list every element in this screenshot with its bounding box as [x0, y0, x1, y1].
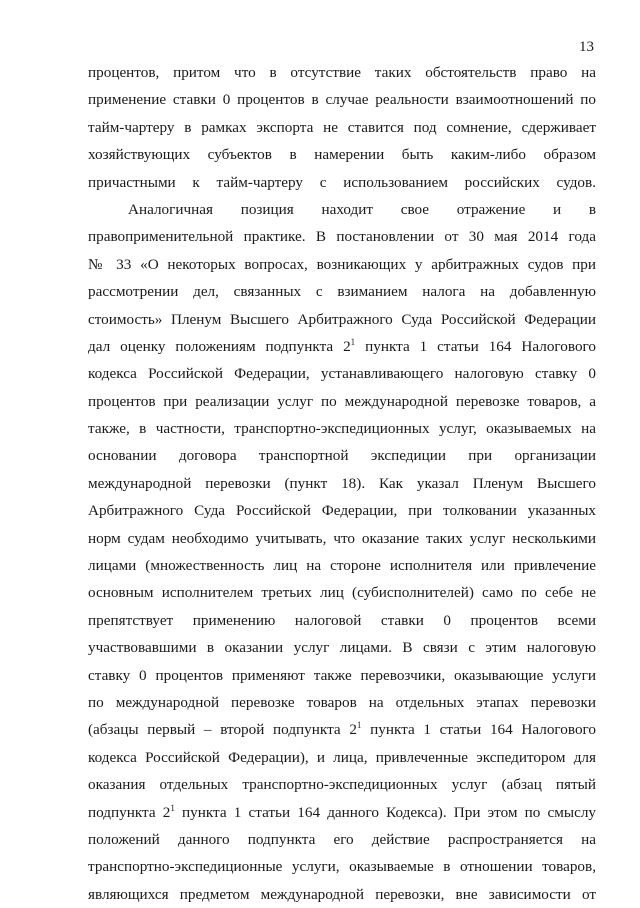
text-segment: подпункта 2 — [88, 803, 171, 821]
text-line — [88, 744, 596, 771]
text-segment: процентов при реализации услуг по международной перевозке товаров, а — [88, 392, 596, 410]
text-line — [88, 223, 596, 250]
superscript: 1 — [350, 336, 356, 347]
text-line — [88, 881, 596, 908]
text-segment: по международной перевозке товаров на отдельных этапах перевозки — [88, 693, 596, 711]
text-segment: норм судам необходимо учитывать, что оказание таких услуг несколькими — [88, 529, 596, 547]
text-segment: оказания отдельных транспортно-экспедиционных услуг (абзац пятый — [88, 776, 596, 794]
text-segment: также, в частности, транспортно-экспедиционных услуг, оказываемых на — [88, 420, 596, 438]
text-segment: основании договора транспортной экспедиции при организации — [88, 447, 596, 465]
text-line — [88, 306, 596, 333]
text-segment: положений данного подпункта его действие распространяется на — [88, 830, 596, 848]
text-segment: дал оценку положениям подпункта 2 — [88, 337, 351, 355]
text-segment: препятствует применению налоговой ставки 0 процентов всеми — [88, 611, 596, 629]
text-segment: Аналогичная позиция находит свое отражение и в — [128, 200, 596, 218]
text-line — [88, 141, 596, 168]
text-line — [88, 634, 596, 661]
text-segment: тайм-чартеру в рамках экспорта не ставится под сомнение, сдерживает — [88, 118, 596, 136]
text-segment: Арбитражного Суда Российской Федерации, при толковании указанных — [88, 502, 596, 520]
text-segment: участвовавшими в оказании услуг лицами. В связи с этим налоговую — [88, 639, 596, 657]
text-line — [88, 689, 596, 716]
text-segment: ставку 0 процентов применяют также перевозчики, оказывающие услуги — [88, 666, 596, 684]
text-segment: процентов, притом что в отсутствие таких обстоятельств право на — [88, 64, 596, 81]
text-segment: транспортно-экспедиционные услуги, оказываемые в отношении товаров, — [88, 858, 596, 876]
text-line — [88, 799, 596, 826]
text-line — [88, 607, 596, 634]
document-body — [88, 59, 596, 908]
text-segment: кодекса Российской Федерации, устанавливающего налоговую ставку 0 — [88, 365, 596, 383]
text-line — [88, 853, 596, 880]
text-segment: хозяйствующих субъектов в намерении быть каким-либо образом — [88, 146, 596, 164]
text-line — [88, 196, 596, 223]
text-segment: пункта 1 статьи 164 Налогового — [361, 721, 596, 739]
text-segment: правоприменительной практике. В постановлении от 30 мая 2014 года — [88, 228, 596, 246]
text-line — [88, 552, 596, 579]
text-line — [88, 579, 596, 606]
text-line — [88, 415, 596, 442]
text-line — [88, 442, 596, 469]
text-line — [88, 525, 596, 552]
text-segment: основным исполнителем третьих лиц (субисполнителей) само по себе не — [88, 584, 596, 602]
text-segment: стоимость» Пленум Высшего Арбитражного Суда Российской Федерации — [88, 310, 596, 328]
text-line — [88, 333, 596, 360]
page-number: 13 — [579, 39, 594, 55]
text-segment: кодекса Российской Федерации), и лица, привлеченные экспедитором для — [88, 748, 596, 766]
text-line — [88, 59, 596, 86]
text-line — [88, 278, 596, 305]
text-segment: пункта 1 статьи 164 данного Кодекса). При этом по смыслу — [174, 803, 596, 821]
text-segment: причастными к тайм-чартеру с использованием российских судов. — [88, 173, 596, 191]
text-line — [88, 251, 596, 278]
text-segment: международной перевозки (пункт 18). Как указал Пленум Высшего — [88, 474, 596, 492]
superscript: 1 — [356, 720, 362, 731]
text-line — [88, 662, 596, 689]
text-line — [88, 388, 596, 415]
text-segment: пункта 1 статьи 164 Налогового — [355, 337, 596, 355]
text-line — [88, 360, 596, 387]
text-line — [88, 771, 596, 798]
text-segment: применение ставки 0 процентов в случае реальности взаимоотношений по — [88, 91, 596, 109]
text-line — [88, 86, 596, 113]
text-line — [88, 826, 596, 853]
text-line — [88, 497, 596, 524]
text-segment: являющихся предметом международной перевозки, вне зависимости от — [88, 885, 596, 903]
text-line — [88, 470, 596, 497]
text-segment: лицами (множественность лиц на стороне исполнителя или привлечение — [88, 557, 596, 575]
text-segment: рассмотрении дел, связанных с взиманием налога на добавленную — [88, 283, 596, 301]
text-segment: (абзацы первый – второй подпункта 2 — [88, 721, 357, 739]
text-line — [88, 114, 596, 141]
superscript: 1 — [170, 802, 175, 813]
text-line — [88, 716, 596, 743]
text-segment: № 33 «О некоторых вопросах, возникающих у арбитражных судов при — [88, 255, 596, 273]
text-line — [88, 169, 596, 196]
